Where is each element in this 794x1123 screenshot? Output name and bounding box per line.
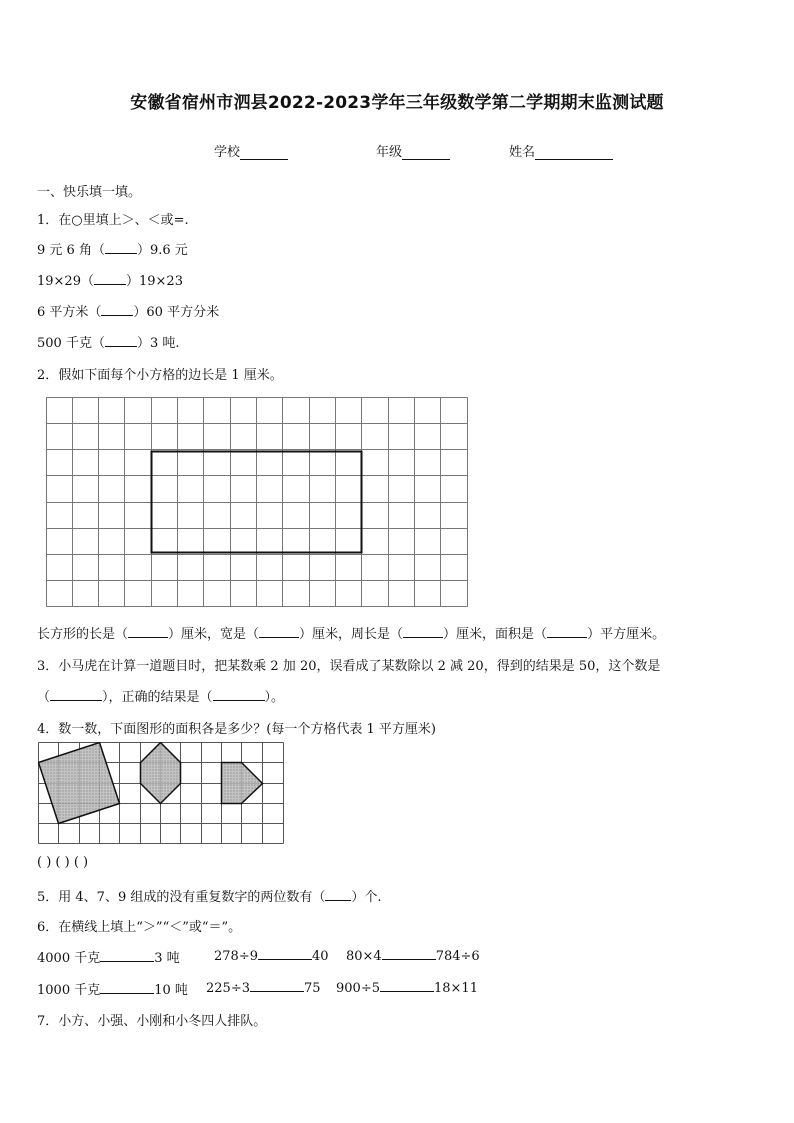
q2-blank-area[interactable] (547, 625, 587, 638)
q6-blank[interactable] (258, 947, 312, 960)
hexagon-shape (141, 743, 181, 804)
q3-blank-result[interactable] (213, 688, 265, 701)
q6-row: 225÷3 75 (206, 981, 321, 996)
q6-row: 80×4 784÷6 (346, 949, 480, 964)
q3-blank-number[interactable] (50, 688, 102, 701)
name-label: 姓名 (509, 145, 536, 160)
tilted-square-shape (39, 743, 120, 824)
grade-blank[interactable] (402, 146, 450, 160)
q1-blank[interactable] (105, 334, 137, 347)
q6-blank[interactable] (382, 947, 436, 960)
section-heading: 一、快乐填一填。 (37, 185, 142, 200)
name-blank[interactable] (535, 146, 613, 160)
q2-blank-width[interactable] (259, 625, 299, 638)
q2-grid-figure (46, 397, 469, 607)
q5-blank[interactable] (325, 888, 351, 901)
q2-stem: 2．假如下面每个小方格的边长是 1 厘米。 (37, 368, 283, 383)
q3-line2: （ ），正确的结果是（ ）。 (37, 690, 285, 705)
q1-item: 19×29（ ）19×23 (37, 274, 183, 289)
q6-blank[interactable] (100, 981, 154, 994)
arrow-pentagon-shape (222, 763, 263, 804)
q6-stem: 6．在横线上填上“＞”“＜”或“＝”。 (37, 920, 242, 935)
q1-blank[interactable] (101, 303, 133, 316)
q3-line1: 3．小马虎在计算一道题目时，把某数乘 2 加 20，误看成了某数除以 2 减 20，得到的结果是 50，这个数是 (37, 659, 661, 674)
page-title: 安徽省宿州市泗县2022-2023学年三年级数学第二学期期末监测试题 (130, 93, 664, 113)
q2-answer: 长方形的长是（ ）厘米，宽是（ ）厘米，周长是（ ）厘米，面积是（ ）平方厘米。 (37, 627, 666, 642)
q7-stem: 7．小方、小强、小刚和小冬四人排队。 (37, 1014, 267, 1029)
q1-item: 6 平方米（ ）60 平方分米 (37, 305, 220, 320)
q6-row: 4000 千克 3 吨 (37, 951, 180, 966)
q4-answers: ( ) ( ) ( ) (37, 855, 89, 870)
q2-blank-perimeter[interactable] (403, 625, 443, 638)
grade-label: 年级 (376, 145, 403, 160)
q1-blank[interactable] (105, 241, 137, 254)
school-field (214, 141, 288, 160)
school-blank[interactable] (240, 146, 288, 160)
grade-field (376, 141, 450, 160)
grid-lines (47, 398, 468, 607)
q4-stem: 4．数一数，下面图形的面积各是多少？(每一个方格代表 1 平方厘米) (37, 722, 436, 737)
name-field (509, 141, 613, 160)
q6-blank[interactable] (100, 949, 154, 962)
q6-row: 278÷9 40 (214, 949, 329, 964)
q6-row: 1000 千克 10 吨 (37, 983, 188, 998)
q4-grid-figure (38, 742, 286, 846)
q1-stem: 1．在○里填上＞、＜或=. (37, 213, 189, 228)
q1-blank[interactable] (94, 272, 126, 285)
q2-blank-length[interactable] (128, 625, 168, 638)
q6-row: 900÷5 18×11 (336, 981, 478, 996)
school-label: 学校 (214, 145, 241, 160)
q1-item: 9 元 6 角（ ）9.6 元 (37, 243, 188, 258)
q6-blank[interactable] (380, 979, 434, 992)
q5-line: 5．用 4、7、9 组成的没有重复数字的两位数有（ ）个. (37, 890, 382, 905)
q1-item: 500 千克（ ）3 吨. (37, 336, 180, 351)
q6-blank[interactable] (250, 979, 304, 992)
